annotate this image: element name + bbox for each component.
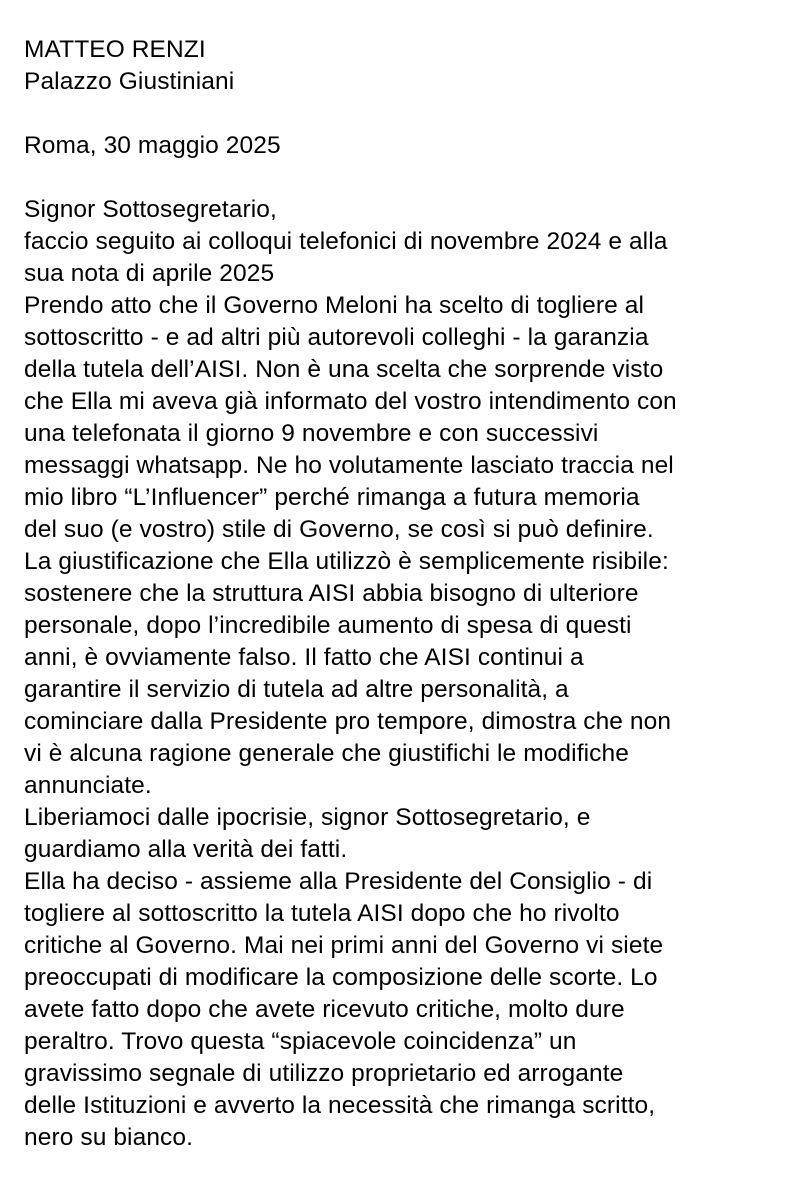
body-line: togliere al sottoscritto la tutela AISI dopo che ho rivolto	[24, 900, 620, 927]
body-line: cominciare dalla Presidente pro tempore, dimostra che non	[24, 708, 672, 735]
body-line: La giustificazione che Ella utilizzò è semplicemente risibile:	[24, 548, 669, 575]
body-line: critiche al Governo. Mai nei primi anni del Governo vi siete	[24, 932, 664, 959]
date-line: Roma, 30 maggio 2025	[24, 132, 281, 159]
blank-line	[24, 162, 784, 194]
body-line: nero su bianco.	[24, 1124, 194, 1151]
body-line: garantire il servizio di tutela ad altre personalità, a	[24, 676, 569, 703]
letter-body	[24, 226, 784, 1154]
body-line: sottoscritto - e ad altri più autorevoli colleghi - la garanzia	[24, 324, 649, 351]
letter	[24, 34, 784, 1154]
body-line: sostenere che la struttura AISI abbia bisogno di ulteriore	[24, 580, 639, 607]
sender-place: Palazzo Giustiniani	[24, 68, 235, 95]
body-line: mio libro “L’Influencer” perché rimanga a futura memoria	[24, 484, 640, 511]
body-line: peraltro. Trovo questa “spiacevole coincidenza” un	[24, 1028, 577, 1055]
body-line: anni, è ovviamente falso. Il fatto che AISI continui a	[24, 644, 584, 671]
body-line: Prendo atto che il Governo Meloni ha scelto di togliere al	[24, 292, 645, 319]
body-line: che Ella mi aveva già informato del vostro intendimento con	[24, 388, 677, 415]
body-line: annunciate.	[24, 772, 152, 799]
body-line: faccio seguito ai colloqui telefonici di novembre 2024 e alla	[24, 228, 668, 255]
body-line: guardiamo alla verità dei fatti.	[24, 836, 348, 863]
body-line: personale, dopo l’incredibile aumento di spesa di questi	[24, 612, 632, 639]
blank-line	[24, 98, 784, 130]
body-line: Liberiamoci dalle ipocrisie, signor Sottosegretario, e	[24, 804, 591, 831]
body-line: preoccupati di modificare la composizione delle scorte. Lo	[24, 964, 658, 991]
salutation: Signor Sottosegretario,	[24, 196, 277, 223]
body-line: del suo (e vostro) stile di Governo, se così si può definire.	[24, 516, 654, 543]
body-line: della tutela dell’AISI. Non è una scelta che sorprende visto	[24, 356, 664, 383]
body-line: vi è alcuna ragione generale che giustifichi le modifiche	[24, 740, 629, 767]
body-line: gravissimo segnale di utilizzo proprietario ed arrogante	[24, 1060, 624, 1087]
body-line: sua nota di aprile 2025	[24, 260, 275, 287]
body-line: delle Istituzioni e avverto la necessità che rimanga scritto,	[24, 1092, 656, 1119]
body-line: avete fatto dopo che avete ricevuto critiche, molto dure	[24, 996, 625, 1023]
body-line: Ella ha deciso - assieme alla Presidente del Consiglio - di	[24, 868, 653, 895]
body-line: una telefonata il giorno 9 novembre e con successivi	[24, 420, 599, 447]
body-line: messaggi whatsapp. Ne ho volutamente lasciato traccia nel	[24, 452, 674, 479]
sender-name: MATTEO RENZI	[24, 36, 206, 63]
